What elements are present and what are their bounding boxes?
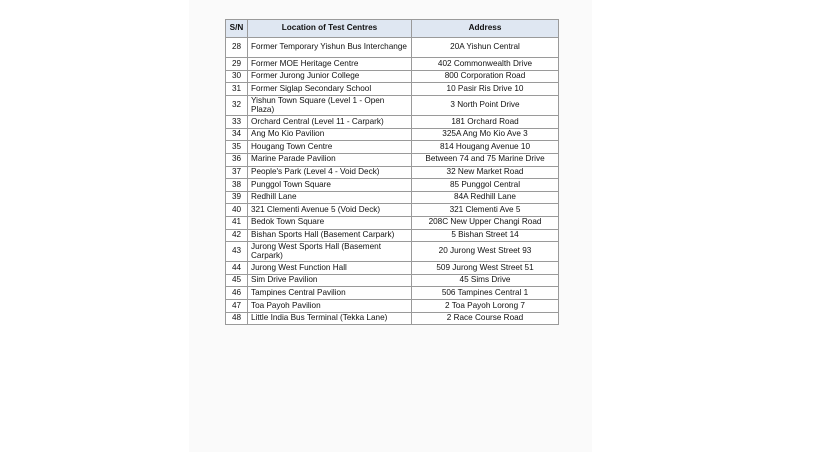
- row-address: 5 Bishan Street 14: [412, 229, 559, 242]
- table-row: [226, 204, 559, 217]
- row-sn: 48: [226, 312, 248, 325]
- header-location: Location of Test Centres: [248, 20, 412, 38]
- row-address: 181 Orchard Road: [412, 116, 559, 129]
- row-location: Former Temporary Yishun Bus Interchange: [248, 38, 412, 58]
- table-row: [226, 300, 559, 313]
- row-sn: 36: [226, 153, 248, 166]
- row-sn: 29: [226, 58, 248, 71]
- table-row: [226, 38, 559, 58]
- table-row: [226, 70, 559, 83]
- row-location: 321 Clementi Avenue 5 (Void Deck): [248, 204, 412, 217]
- row-address: 814 Hougang Avenue 10: [412, 141, 559, 154]
- header-address: Address: [412, 20, 559, 38]
- table-row: [226, 83, 559, 96]
- row-sn: 44: [226, 262, 248, 275]
- row-location: Former Jurong Junior College: [248, 70, 412, 83]
- row-address: 2 Toa Payoh Lorong 7: [412, 300, 559, 313]
- table-row: [226, 116, 559, 129]
- table-header-row: [226, 20, 559, 38]
- row-location: Orchard Central (Level 11 - Carpark): [248, 116, 412, 129]
- table-row: [226, 216, 559, 229]
- row-sn: 31: [226, 83, 248, 96]
- row-location: People's Park (Level 4 - Void Deck): [248, 166, 412, 179]
- row-address: 45 Sims Drive: [412, 274, 559, 287]
- table-row: [226, 312, 559, 325]
- table-row: [226, 229, 559, 242]
- table-row: [226, 153, 559, 166]
- row-location: Tampines Central Pavilion: [248, 287, 412, 300]
- row-address: 2 Race Course Road: [412, 312, 559, 325]
- row-location: Ang Mo Kio Pavilion: [248, 128, 412, 141]
- row-sn: 41: [226, 216, 248, 229]
- test-centres-table: [225, 19, 559, 325]
- row-location: Hougang Town Centre: [248, 141, 412, 154]
- table-row: [226, 179, 559, 192]
- row-location: Toa Payoh Pavilion: [248, 300, 412, 313]
- row-sn: 39: [226, 191, 248, 204]
- row-address: 20A Yishun Central: [412, 38, 559, 58]
- row-address: 20 Jurong West Street 93: [412, 242, 559, 262]
- row-sn: 34: [226, 128, 248, 141]
- table-row: [226, 95, 559, 115]
- row-sn: 47: [226, 300, 248, 313]
- row-location: Former MOE Heritage Centre: [248, 58, 412, 71]
- row-sn: 37: [226, 166, 248, 179]
- table-row: [226, 191, 559, 204]
- row-sn: 46: [226, 287, 248, 300]
- row-sn: 35: [226, 141, 248, 154]
- row-address: 32 New Market Road: [412, 166, 559, 179]
- row-sn: 32: [226, 95, 248, 115]
- table-row: [226, 128, 559, 141]
- row-sn: 43: [226, 242, 248, 262]
- row-sn: 28: [226, 38, 248, 58]
- row-location: Sim Drive Pavilion: [248, 274, 412, 287]
- row-address: 506 Tampines Central 1: [412, 287, 559, 300]
- row-sn: 30: [226, 70, 248, 83]
- row-location: Bishan Sports Hall (Basement Carpark): [248, 229, 412, 242]
- row-address: 402 Commonwealth Drive: [412, 58, 559, 71]
- header-sn: S/N: [226, 20, 248, 38]
- row-location: Marine Parade Pavilion: [248, 153, 412, 166]
- row-sn: 40: [226, 204, 248, 217]
- row-address: 800 Corporation Road: [412, 70, 559, 83]
- row-location: Redhill Lane: [248, 191, 412, 204]
- table-row: [226, 166, 559, 179]
- table-row: [226, 58, 559, 71]
- row-location: Yishun Town Square (Level 1 - Open Plaza): [248, 95, 412, 115]
- row-location: Punggol Town Square: [248, 179, 412, 192]
- row-location: Former Siglap Secondary School: [248, 83, 412, 96]
- row-address: 321 Clementi Ave 5: [412, 204, 559, 217]
- row-address: 325A Ang Mo Kio Ave 3: [412, 128, 559, 141]
- row-address: 208C New Upper Changi Road: [412, 216, 559, 229]
- table-row: [226, 242, 559, 262]
- row-sn: 45: [226, 274, 248, 287]
- row-address: 509 Jurong West Street 51: [412, 262, 559, 275]
- row-sn: 42: [226, 229, 248, 242]
- row-location: Jurong West Function Hall: [248, 262, 412, 275]
- row-address: 10 Pasir Ris Drive 10: [412, 83, 559, 96]
- table-row: [226, 274, 559, 287]
- row-location: Little India Bus Terminal (Tekka Lane): [248, 312, 412, 325]
- row-location: Bedok Town Square: [248, 216, 412, 229]
- table-row: [226, 287, 559, 300]
- row-sn: 33: [226, 116, 248, 129]
- row-address: 3 North Point Drive: [412, 95, 559, 115]
- row-address: 85 Punggol Central: [412, 179, 559, 192]
- row-location: Jurong West Sports Hall (Basement Carpark): [248, 242, 412, 262]
- row-sn: 38: [226, 179, 248, 192]
- row-address: 84A Redhill Lane: [412, 191, 559, 204]
- table-row: [226, 262, 559, 275]
- table-row: [226, 141, 559, 154]
- row-address: Between 74 and 75 Marine Drive: [412, 153, 559, 166]
